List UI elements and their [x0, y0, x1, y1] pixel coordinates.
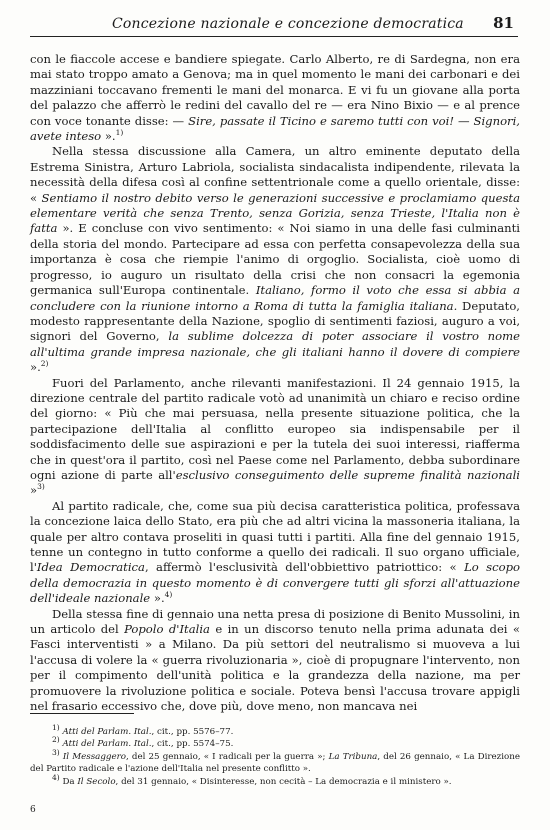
text-run: Da	[59, 776, 78, 787]
text-run: ».	[101, 129, 116, 144]
italic-text: Sentiamo il nostro debito verso le generazioni successive e proclamiamo questa elementare verità che senza Trento, senza Gorizia, senza Trieste, l'Italia non è fatta	[30, 190, 520, 236]
italic-text: la sublime dolcezza di poter associare il vostro nome all'ultima grande impresa nazionale, che gli italiani hanno il dovere di compiere	[30, 329, 520, 359]
running-title: Concezione nazionale e concezione democratica	[112, 16, 464, 32]
body-paragraph	[30, 499, 520, 607]
italic-text: La Tribuna	[328, 751, 378, 762]
text-run: Della stessa fine di gennaio una netta presa di posizione di Benito Mussolini, in un articolo del	[30, 606, 520, 637]
text-run: ».	[30, 360, 41, 375]
text-run: , del 26 gennaio, « La Direzione del Partito radicale e l'azione dell'Italia nel presente conflitto ».	[30, 751, 521, 775]
text-run: Al partito radicale, che, come sua più decisa caratteristica politica, professava la concezione laica dello Stato, era più che ad altri vicina la massoneria italiana, la quale per altro contava proseliti in quasi tutti i partiti. Alla fine del gennaio 1915, tenne un contegno in tutto conforme a quello dei radicali. Il suo organo ufficiale, l'	[30, 498, 520, 575]
footnote-marker: 3)	[52, 747, 60, 757]
footnote-marker: 1)	[52, 723, 60, 733]
page-header	[30, 14, 518, 37]
footnote-divider	[30, 713, 134, 714]
footnote	[30, 723, 520, 738]
text-run: , cit., pp. 5576–77.	[151, 727, 234, 737]
footnote-marker: 1)	[115, 128, 124, 138]
body-paragraph	[30, 144, 520, 375]
text-run: , del 31 gennaio, « Disinteresse, non cecità – La democrazia e il ministero ».	[115, 776, 452, 787]
footnote-marker: 4)	[52, 772, 60, 782]
text-run: , del 25 gennaio, « I radicali per la guerra »;	[126, 751, 329, 762]
italic-text: Idea Democratica	[36, 560, 145, 575]
body-paragraph	[30, 376, 520, 499]
italic-text: Lo scopo della democrazia in questo momento è di convergere tutti gli sforzi all'attuazione dell'ideale nazionale	[30, 560, 520, 606]
body-paragraph	[30, 52, 520, 144]
text-run: Deputato, modesto rappresentante della Nazione, spoglio di sentimenti faziosi, auguro a voi, signori del Governo,	[30, 298, 520, 344]
text-run: Nella stessa discussione alla Camera, un altro eminente deputato della Estrema Sinistra, Arturo Labriola, socialista sindacalista indipendente, rilevata la necessità della difesa così al confine settentrionale come a quello orientale, disse: «	[30, 144, 520, 205]
text-run: e in un discorso tenuto nella prima adunata dei « Fasci interventisti » a Milano. Da più settori del neutralismo si muoveva a lui l'accusa di volere la « guerra rivoluzionaria », cioè di propugnare l'intervento, non per il compimento dell'unità politica e la grandezza della nazione, ma per promuovere la rivoluzione politica e sociale. Poteva bensì l'accusa trovare appigli nel frasario eccessivo che, dove più, dove meno, non mancava nei	[30, 622, 520, 714]
italic-text: Atti del Parlam. Ital.	[62, 739, 152, 750]
italic-text: Italiano, formo il voto che essa si abbia a concludere con la riunione intorno a Roma di tutta la famiglia italiana.	[30, 283, 520, 313]
text-run: , affermò l'esclusività dell'obbiettivo patriottico: «	[144, 560, 465, 575]
text-run: , cit., pp. 5574–75.	[151, 739, 234, 750]
footnote	[30, 747, 521, 776]
italic-text: Il Secolo	[77, 776, 116, 787]
italic-text: Atti del Parlam. Ital.	[62, 727, 152, 737]
text-run: ». E concluse con vivo sentimento: « Noi siamo in una delle fasi culminanti della storia del mondo. Partecipare ad essa con perfetta consapevolezza della sua importanza è cosa che riempie l'animo di orgoglio. Socialista, cioè uomo di progresso, io auguro un risultato della crisi che non consacri la egemonia germanica sull'Europa continentale.	[30, 221, 520, 298]
footnote	[30, 772, 520, 788]
footnote-marker: 2)	[40, 359, 49, 369]
body-paragraph	[30, 607, 520, 715]
body-text	[30, 52, 520, 714]
footnote-marker: 4)	[164, 590, 173, 600]
footnotes	[30, 723, 521, 788]
text-run: Fuori del Parlamento, anche rilevanti manifestazioni. Il 24 gennaio 1915, la direzione centrale del partito radicale votò ad unanimità un chiaro e reciso ordine del giorno: « Più che mai persuasa, nella presente situazione politica, che la partecipazione dell'Italia al conflitto europeo sia indispensabile per il soddisfacimento delle sue aspirazioni e per la tutela dei suoi interessi, riafferma che in quest'ora il partito, così nel Paese come nel Parlamento, debba subordinare ogni azione di parte all'	[30, 375, 520, 482]
footnote-marker: 3)	[37, 482, 45, 492]
italic-text: Il Messaggero	[62, 751, 126, 762]
page-number: 81	[493, 14, 514, 32]
italic-text: Sire, passate il Ticino e saremo tutti con voi! — Signori, avete inteso	[30, 113, 520, 144]
italic-text: Popolo d'Italia	[124, 622, 210, 637]
italic-text: esclusivo conseguimento delle supreme finalità nazionali	[175, 467, 520, 482]
text-run: con le fiaccole accese e bandiere spiegate. Carlo Alberto, re di Sardegna, non era mai stato troppo amato a Genova; ma in quel momento le mani dei carbonari e dei mazziniani toccavano frementi le mani del monarca. E vi fu un giovane alla porta del palazzo che afferrò le redini del cavallo del re — era Nino Bixio — e al prence con voce tonante disse: —	[30, 52, 520, 128]
printer-signature-mark: 6	[30, 805, 36, 815]
text-run: »	[30, 483, 38, 498]
footnote-marker: 2)	[52, 735, 60, 745]
footnote	[30, 735, 520, 750]
text-run: ».	[150, 591, 165, 606]
